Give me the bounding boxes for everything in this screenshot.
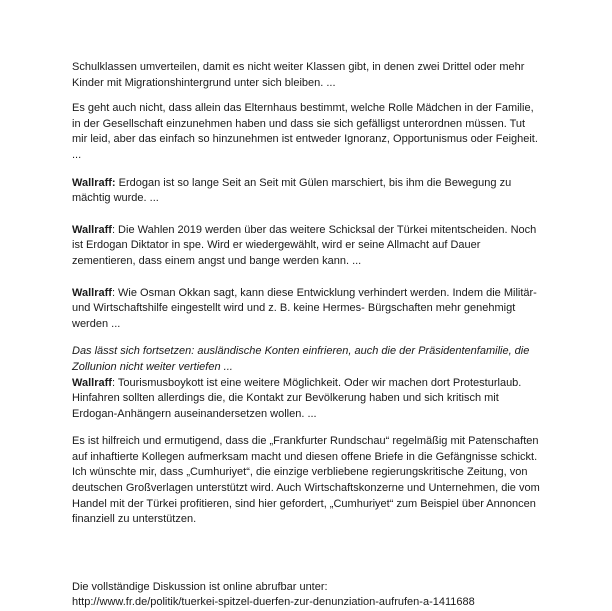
speaker-label: Wallraff <box>72 376 112 389</box>
paragraph-osman-okkan <box>72 286 542 333</box>
paragraph-elternhaus: Es geht auch nicht, dass allein das Elternhaus bestimmt, welche Rolle Mädchen in der Familie, in der Gesellschaft einzunehmen haben und dass sie sich gefälligst unterordnen müssen. Tut mir leid, aber das einfach so hinzunehmen ist entweder Ignoranz, Opportunismus oder Feigheit. ... <box>72 102 538 161</box>
paragraph-tourismusboykott <box>72 376 542 423</box>
footer-url-link[interactable]: http://www.fr.de/politik/tuerkei-spitzel-duerfen-zur-denunziation-aufrufen-a-1411688 <box>72 596 475 609</box>
speaker-label: Wallraff <box>72 286 112 299</box>
paragraph-erdogan-guelen <box>72 176 542 207</box>
document-page <box>72 60 542 611</box>
paragraph-text: : Wie Osman Okkan sagt, kann diese Entwicklung verhindert werden. Indem die Militär- und Wirtschaftshilfe eingestellt wird und z. B. keine Hermes- Bürgschaften mehr genehmigt werden ... <box>72 286 537 330</box>
speaker-label: Wallraff: <box>72 176 116 189</box>
speaker-label: Wallraff <box>72 223 112 236</box>
paragraph-wahlen-2019 <box>72 223 542 270</box>
paragraph-schulklassen: Schulklassen umverteilen, damit es nicht weiter Klassen gibt, in denen zwei Drittel oder mehr Kinder mit Migrationshintergrund unter sich bleiben. ... <box>72 61 525 89</box>
footer-intro: Die vollständige Diskussion ist online abrufbar unter: <box>72 580 328 593</box>
paragraph-text: Erdogan ist so lange Seit an Seit mit Gülen marschiert, bis ihm die Bewegung zu mächtig wurde. ... <box>72 176 512 205</box>
paragraph-text: : Die Wahlen 2019 werden über das weitere Schicksal der Türkei mitentscheiden. Noch ist Erdogan Diktator in spe. Wird er wiedergewählt, wird er seine Allmacht auf Dauer zementieren, dass einem angst und bange werden kann. ... <box>72 223 537 267</box>
paragraph-question-italic: Das lässt sich fortsetzen: ausländische Konten einfrieren, auch die der Präsidentenfamilie, die Zollunion nicht weiter vertiefen ... <box>72 345 530 373</box>
paragraph-frankfurter-rundschau: Es ist hilfreich und ermutigend, dass die „Frankfurter Rundschau“ regelmäßig mit Patenschaften auf inhaftierte Kollegen aufmerksam macht und diesen offene Briefe in die Gefängnisse schickt. Ich wünschte mir, dass „Cumhuriyet“, die einzige verbliebene regierungskritische Zeitung, von deutschen Großverlagen unterstützt wird. Auch Wirtschaftskonzerne und Unternehmen, die vom Handel mit der Türkei profitieren, sind hier gefordert, „Cumhuriyet“ zum Beispiel über Annoncen finanziell zu unterstützen. <box>72 435 540 526</box>
paragraph-text: : Tourismusboykott ist eine weitere Möglichkeit. Oder wir machen dort Protesturlaub. Hinfahren sollten allerdings die, die Kontakt zur Bevölkerung haben und sich kritisch mit Erdogan-Anhängern auseinandersetzen wollen. ... <box>72 376 522 420</box>
